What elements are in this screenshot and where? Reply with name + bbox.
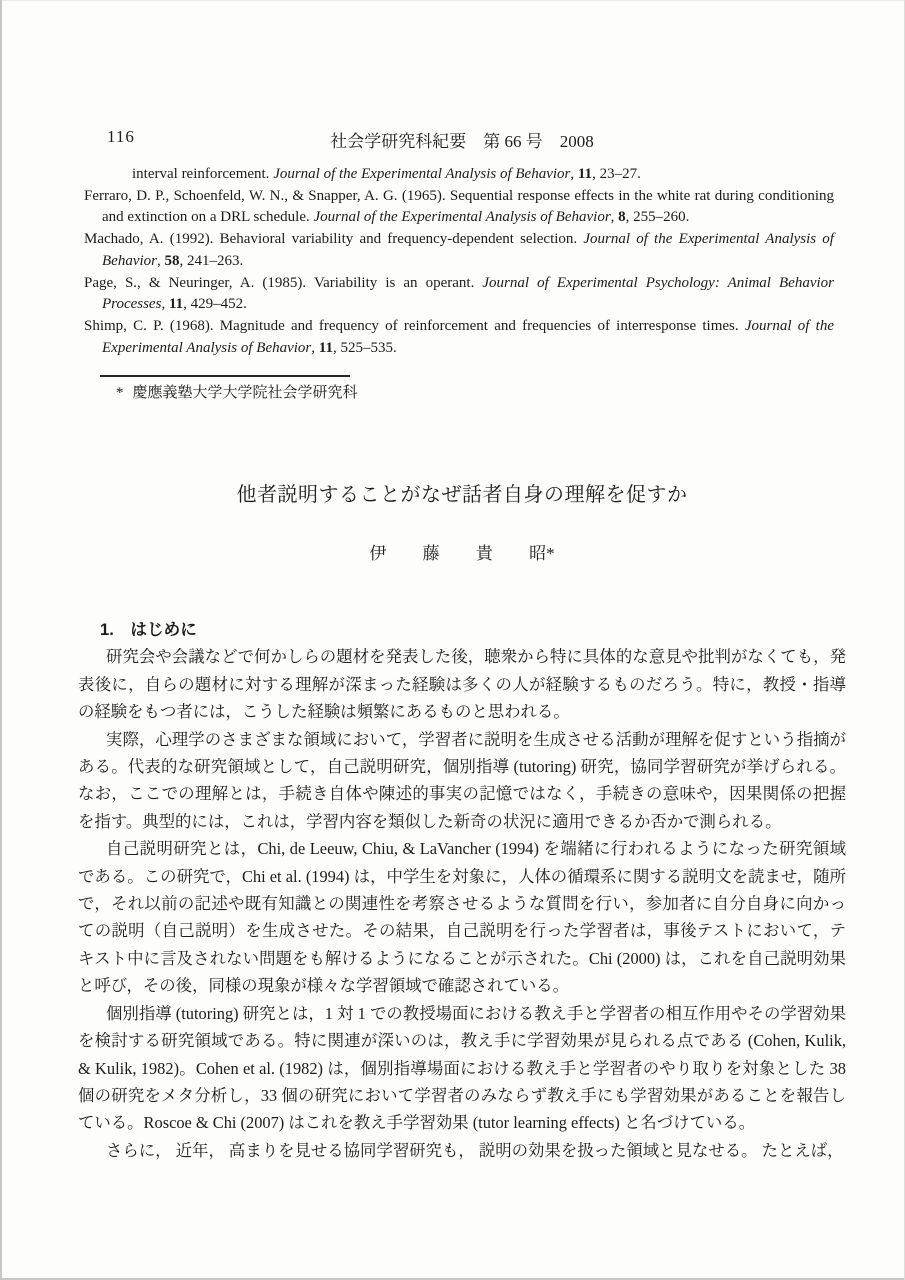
body-paragraph: さらに， 近年， 高まりを見せる協同学習研究も， 説明の効果を扱った領域と見なせる。 たとえば， [106, 1140, 844, 1160]
reference-entry: Shimp, C. P. (1968). Magnitude and frequency of reinforcement and frequencies of interresponse times. Journal of the Experimental Analysis of Behavior, 11, 525–535. [84, 317, 835, 356]
body-paragraph: 実際，心理学のさまざまな領域において，学習者に説明を生成させる活動が理解を促すという指摘がある。代表的な研究領域として，自己説明研究，個別指導 (tutoring) 研究，協同学習研究が挙げられる。なお，ここでの理解とは，手続き自体や陳述的事実の記憶ではなく，手続きの意味や，因果関係の把握を指す。典型的には，これは，学習内容を類似した新奇の状況に適用できるか否かで測られる。 [78, 729, 846, 831]
body-paragraph: 研究会や会議などで何かしらの題材を発表した後，聴衆から特に具体的な意見や批判がなくても，発表後に，自らの題材に対する理解が深まった経験は多くの人が経験するものだろう。特に，教授・指導の経験をもつ者には，こうした経験は頻繁にあるものと思われる。 [78, 647, 846, 722]
footnote-divider [100, 375, 350, 377]
reference-entry: Ferraro, D. P., Schoenfeld, W. N., & Snapper, A. G. (1965). Sequential response effects in the white rat during conditioning and extinction on a DRL schedule. Journal of the Experimental Analysis of Behavior, 8, 255–260. [84, 187, 834, 226]
reference-entry: interval reinforcement. Journal of the Experimental Analysis of Behavior, 11, 23–27. [132, 166, 641, 182]
body-paragraph: 自己説明研究とは，Chi, de Leeuw, Chiu, & LaVancher (1994) を端緒に行われるようになった研究領域である。この研究で，Chi et al. (1994) は，中学生を対象に，人体の循環系に関する説明文を読ませ，随所で，それ以前の記述や既有知識との関連性を考察させるような質問を行い，参加者に自分自身に向かっての説明（自己説明）を生成させた。その結果，自己説明を行った学習者は，事後テストにおいて，テキスト中に言及されない問題をも解けるようになることが示された。Chi (2000) は，これを自己説明効果と呼び，その後，同様の現象が様々な学習領域で確認されている。 [78, 839, 846, 996]
article-author: 伊 藤 貴 昭* [369, 544, 555, 563]
article-title: 他者説明することがなぜ話者自身の理解を促すか [236, 484, 688, 506]
running-header [78, 127, 846, 149]
journal-header-title: 社会学研究科紀要 第 66 号 2008 [330, 132, 594, 151]
body-paragraph: 個別指導 (tutoring) 研究とは，1 対 1 での教授場面における教え手と学習者の相互作用やその学習効果を検討する研究領域である。特に関連が深いのは，教え手に学習効果が見られる点である (Cohen, Kulik, & Kulik, 1982)。Cohen et al. (1982) は，個別指導場面における教え手と学習者のやり取りを対象とした 38 個の研究をメタ分析し，33 個の研究において学習者のみならず教え手にも学習効果があることを報告している。Roscoe & Chi (2007) はこれを教え手学習効果 (tutor learning effects) と名づけている。 [78, 1003, 846, 1133]
reference-list [84, 164, 834, 359]
reference-entry: Page, S., & Neuringer, A. (1985). Variability is an operant. Journal of Experimental Psychology: Animal Behavior Processes, 11, 429–452. [84, 274, 834, 313]
section-heading: 1. はじめに [100, 620, 197, 639]
footnote-marker: * [116, 385, 124, 401]
affiliation-footnote [116, 381, 358, 402]
paragraph-container [78, 643, 846, 1164]
footnote-text: 慶應義塾大学大学院社会学研究科 [132, 385, 358, 401]
article-body [78, 616, 846, 1164]
reference-entry: Machado, A. (1992). Behavioral variability and frequency-dependent selection. Journal of the Experimental Analysis of Behavior, 58, 241–263. [84, 231, 834, 269]
page-number: 116 [107, 127, 135, 146]
